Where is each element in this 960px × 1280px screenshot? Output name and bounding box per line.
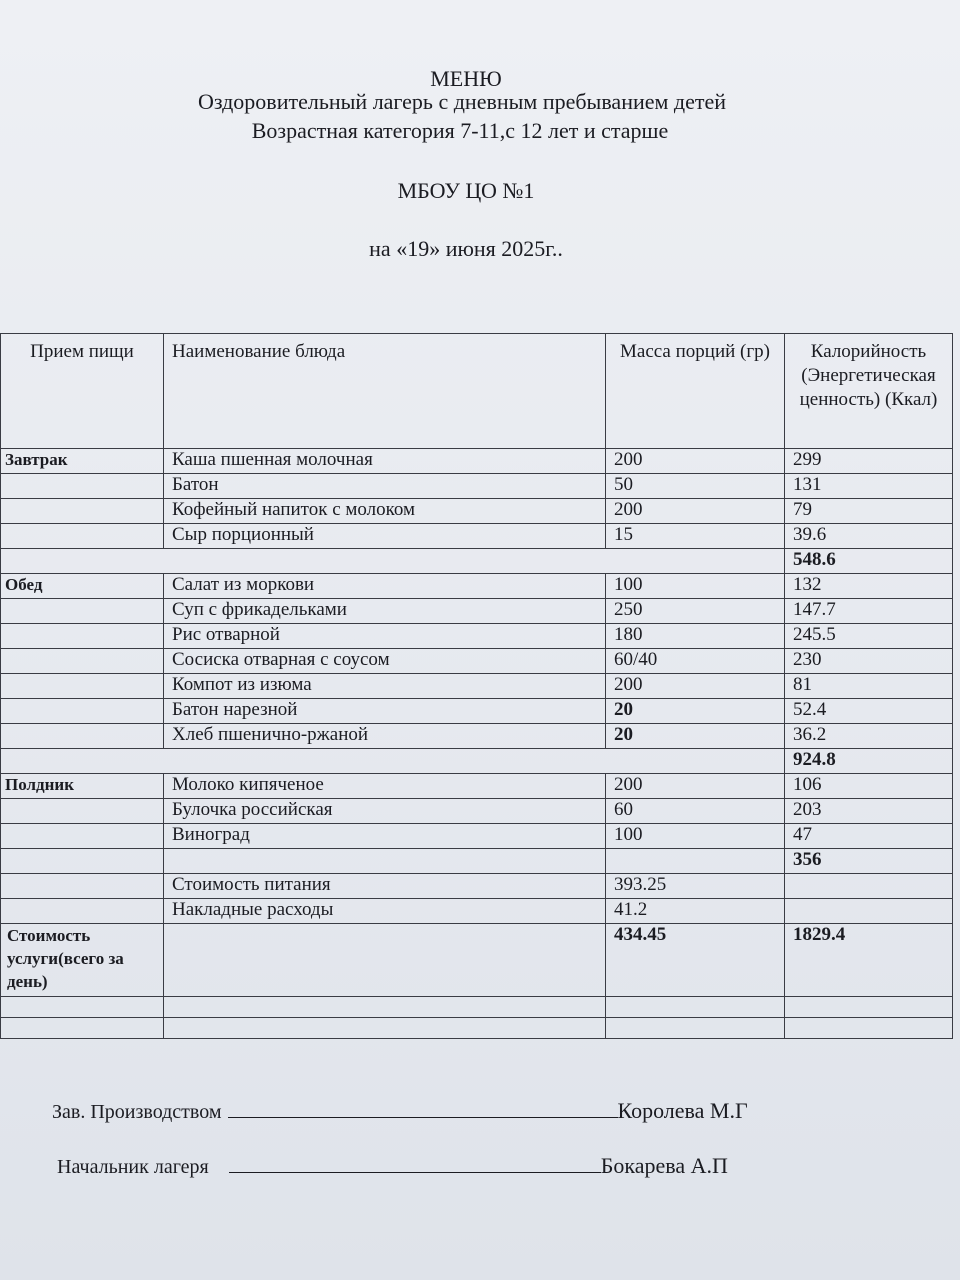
dish-name: Компот из изюма xyxy=(164,674,606,699)
dish-name: Сыр порционный xyxy=(164,524,606,549)
dish-name: Сосиска отварная с соусом xyxy=(164,649,606,674)
dish-name: Рис отварной xyxy=(164,624,606,649)
camp-name: Оздоровительный лагерь с дневным пребыванием детей xyxy=(197,89,727,114)
dish-kcal: 299 xyxy=(785,449,953,474)
overhead-label: Накладные расходы xyxy=(164,899,606,924)
empty-row xyxy=(1,997,953,1018)
dish-name: Кофейный напиток с молоком xyxy=(164,499,606,524)
table-row xyxy=(1,724,953,749)
breakfast-total-kcal: 548.6 xyxy=(785,549,953,574)
service-total-kcal: 1829.4 xyxy=(785,924,953,997)
table-row xyxy=(1,574,953,599)
table-row xyxy=(1,624,953,649)
signature-line xyxy=(229,1154,601,1173)
dish-mass: 200 xyxy=(606,674,785,699)
dish-mass: 20 xyxy=(606,699,785,724)
table-header-row xyxy=(1,334,953,449)
document-title: МЕНЮ xyxy=(430,66,502,91)
snack-total-kcal: 356 xyxy=(785,849,953,874)
school-name: МБОУ ЦО №1 xyxy=(397,178,535,203)
table-row xyxy=(1,524,953,549)
dish-kcal: 230 xyxy=(785,649,953,674)
dish-mass: 100 xyxy=(606,574,785,599)
service-cost-label: Стоимость услуги(всего за день) xyxy=(1,924,164,997)
breakfast-total-row xyxy=(1,549,953,574)
table-row xyxy=(1,499,953,524)
dish-mass: 50 xyxy=(606,474,785,499)
dish-mass: 100 xyxy=(606,824,785,849)
table-row xyxy=(1,699,953,724)
age-category: Возрастная категория 7-11,с 12 лет и старше xyxy=(251,118,669,143)
dish-name: Булочка российская xyxy=(164,799,606,824)
food-cost-row xyxy=(1,874,953,899)
dish-mass: 200 xyxy=(606,499,785,524)
table-row xyxy=(1,474,953,499)
dish-kcal: 47 xyxy=(785,824,953,849)
service-cost-value: 434.45 xyxy=(606,924,785,997)
dish-mass: 20 xyxy=(606,724,785,749)
dish-name: Виноград xyxy=(164,824,606,849)
column-header-dish: Наименование блюда xyxy=(164,334,606,449)
dish-mass: 60 xyxy=(606,799,785,824)
dish-name: Хлеб пшенично-ржаной xyxy=(164,724,606,749)
menu-table xyxy=(0,333,953,1039)
table-row xyxy=(1,799,953,824)
meal-label-lunch: Обед xyxy=(1,574,164,599)
dish-name: Батон нарезной xyxy=(164,699,606,724)
service-cost-row xyxy=(1,924,953,997)
dish-kcal: 36.2 xyxy=(785,724,953,749)
table-row xyxy=(1,774,953,799)
signature-production xyxy=(52,1098,748,1124)
overhead-value: 41.2 xyxy=(606,899,785,924)
dish-kcal: 147.7 xyxy=(785,599,953,624)
dish-mass: 60/40 xyxy=(606,649,785,674)
column-header-meal: Прием пищи xyxy=(1,334,164,449)
dish-kcal: 132 xyxy=(785,574,953,599)
dish-kcal: 81 xyxy=(785,674,953,699)
signature-line xyxy=(228,1099,618,1118)
meal-label-snack: Полдник xyxy=(1,774,164,799)
dish-kcal: 131 xyxy=(785,474,953,499)
table-row xyxy=(1,824,953,849)
dish-name: Молоко кипяченое xyxy=(164,774,606,799)
dish-kcal: 79 xyxy=(785,499,953,524)
camp-head-role: Начальник лагеря xyxy=(57,1156,209,1178)
camp-head-name: Бокарева А.П xyxy=(600,1153,728,1178)
dish-mass: 250 xyxy=(606,599,785,624)
menu-date: на «19» июня 2025г.. xyxy=(369,236,563,261)
production-role: Зав. Производством xyxy=(52,1101,222,1123)
table-row xyxy=(1,649,953,674)
dish-kcal: 245.5 xyxy=(785,624,953,649)
table-row xyxy=(1,674,953,699)
lunch-total-row xyxy=(1,749,953,774)
dish-mass: 180 xyxy=(606,624,785,649)
food-cost-value: 393.25 xyxy=(606,874,785,899)
dish-mass: 200 xyxy=(606,774,785,799)
dish-kcal: 203 xyxy=(785,799,953,824)
lunch-total-kcal: 924.8 xyxy=(785,749,953,774)
empty-row xyxy=(1,1018,953,1039)
snack-total-row xyxy=(1,849,953,874)
production-name: Королева М.Г xyxy=(617,1098,748,1123)
table-row xyxy=(1,599,953,624)
dish-mass: 200 xyxy=(606,449,785,474)
column-header-mass: Масса порций (гр) xyxy=(606,334,785,449)
dish-name: Суп с фрикадельками xyxy=(164,599,606,624)
table-row xyxy=(1,449,953,474)
meal-label-breakfast: Завтрак xyxy=(1,449,164,474)
dish-name: Каша пшенная молочная xyxy=(164,449,606,474)
dish-mass: 15 xyxy=(606,524,785,549)
food-cost-label: Стоимость питания xyxy=(164,874,606,899)
dish-name: Батон xyxy=(164,474,606,499)
signature-camp-head xyxy=(57,1153,728,1179)
dish-kcal: 52.4 xyxy=(785,699,953,724)
dish-name: Салат из моркови xyxy=(164,574,606,599)
column-header-calories: Калорийность (Энергетическая ценность) (Ккал) xyxy=(785,334,953,449)
dish-kcal: 39.6 xyxy=(785,524,953,549)
overhead-row xyxy=(1,899,953,924)
dish-kcal: 106 xyxy=(785,774,953,799)
